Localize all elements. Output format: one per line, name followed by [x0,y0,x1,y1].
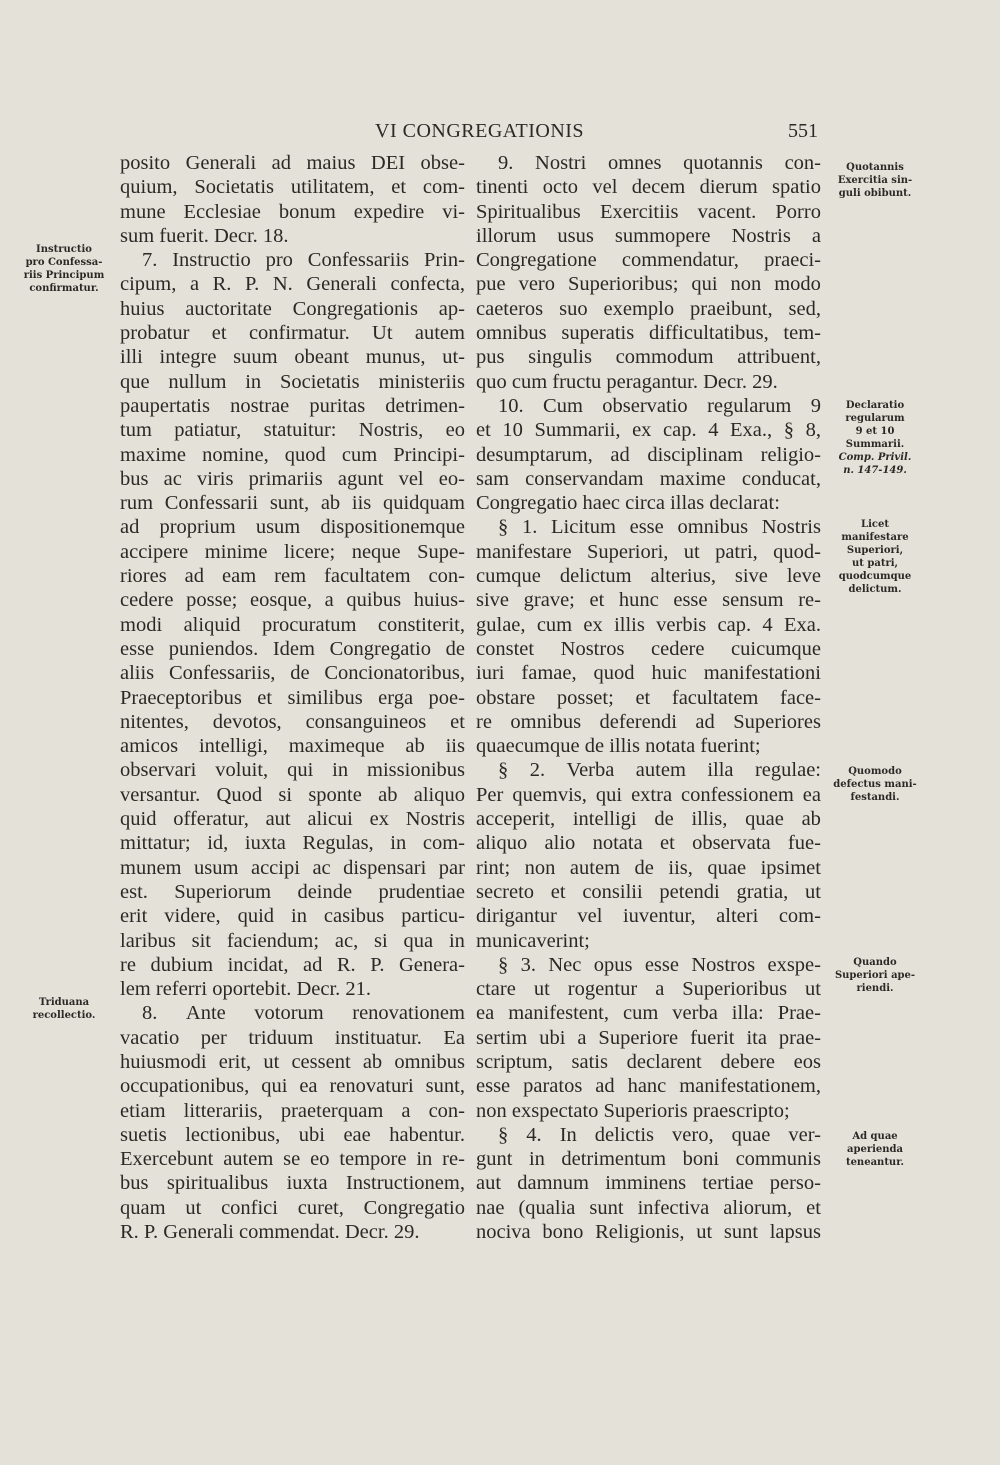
text-line: Praeceptoribus et similibus erga poe- [120,686,465,709]
margin-note-line: guli obibunt. [838,188,912,199]
text-line: ea manifestent, cum verba illa: Prae- [476,1002,821,1025]
margin-note-line: Superiori ape- [834,970,916,981]
text-line: acceperit, intelligi de illis, quae ab [476,808,821,831]
text-line: re omnibus deferendi ad Superiores [476,710,821,733]
text-line: que nullum in Societatis ministeriis [120,370,465,393]
text-line: tinenti octo vel decem dierum spatio [476,176,821,199]
margin-note-quomodo [820,765,930,804]
text-line: obstare posset; et facultatem face- [476,686,821,709]
text-line: § 2. Verba autem illa regulae: [498,759,821,782]
margin-note-line: Licet [861,519,889,530]
text-line: illorum usus summopere Nostris a [476,224,821,247]
text-line: quium, Societatis utilitatem, et com- [120,176,465,199]
text-line: suetis lectionibus, ubi eae habentur. [120,1123,465,1146]
text-line: etiam litterariis, praeterquam a con- [120,1099,465,1122]
margin-note-line: Quotannis [846,162,904,173]
margin-note-line: Triduana [38,997,90,1008]
left-column [120,151,465,1244]
margin-note-line: teneantur. [845,1157,905,1168]
text-line: esse puniendos. Idem Congregatio de [120,637,465,660]
text-line: constet Nostros cedere cuicumque [476,637,821,660]
text-line: riores ad eam rem facultatem con- [120,565,465,588]
text-line: dirigantur vel iuventur, alteri com- [476,905,821,928]
text-line: tum patiatur, statuitur: Nostris, eo [120,419,465,442]
text-line: posito Generali ad maius DEI obse- [120,152,465,174]
text-line: sam conservandam maxime conducat, [476,467,821,490]
text-line: maxime nomine, quod cum Principi- [120,443,465,466]
text-line: huiusmodi erit, ut cessent ab omnibus [120,1050,465,1073]
margin-note-line: Superiori, [846,545,904,556]
margin-note-line: 9 et 10 [855,426,895,437]
text-line: scriptum, satis declarent debere eos [476,1050,821,1073]
text-line: munem usum accipi ac dispensari par [120,856,465,879]
text-line: municaverint; [476,929,590,952]
margin-note-line: ut patri, [851,558,898,569]
margin-note-line: Quando [853,957,897,968]
text-line: ctare ut rogentur a Superioribus ut [476,978,821,1001]
text-line: huius auctoritate Congregationis ap- [120,297,465,320]
margin-note-line: regularum [845,413,905,424]
text-line: sertim ubi a Superiore fuerit ita prae- [476,1026,821,1049]
text-line: desumptarum, ad disciplinam religio- [476,443,821,466]
text-line: iuri famae, quod huic manifestationi [476,662,821,685]
margin-note-line: Quomodo [848,766,902,777]
margin-note-line: festandi. [850,792,900,803]
text-line: 10. Cum observatio regularum 9 [498,394,821,417]
text-line: 9. Nostri omnes quotannis con- [498,152,821,174]
text-line: nae (qualia sunt infectiva aliorum, et [476,1196,821,1219]
text-line: gunt in detrimentum boni communis [476,1148,821,1171]
text-line: nociva bono Religionis, ut sunt lapsus [476,1221,821,1244]
margin-note-line: n. 147-149. [843,465,907,476]
text-line: sive grave; et hunc esse sensum re- [476,589,821,612]
page-number: 551 [788,120,818,142]
text-line: modi aliquid procuratum constiterit, [120,613,465,636]
margin-note-line: Declaratio [845,400,905,411]
text-line: § 4. In delictis vero, quae ver- [498,1123,821,1146]
margin-note-ad-quae [820,1130,930,1169]
text-line: aut damnum imminens tertiae perso- [476,1172,821,1195]
margin-note-line: riis Principum [23,270,105,281]
text-line: occupationibus, qui ea renovaturi sunt, [120,1075,465,1098]
margin-note-line: riendi. [856,983,894,994]
margin-note-line: Comp. Privil. [838,452,912,463]
text-line: manifestare Superiori, ut patri, quod- [476,540,821,563]
text-line: non exspectato Superioris praescripto; [476,1099,790,1122]
text-line: lem referri oportebit. Decr. 21. [120,978,372,1001]
text-line: sum fuerit. Decr. 18. [120,224,289,247]
text-line: Congregatio haec circa illas declarat: [476,492,780,515]
text-line: quam ut confici curet, Congregatio [120,1196,465,1219]
text-line: paupertatis nostrae puritas detrimen- [120,394,465,417]
text-line: mune Ecclesiae bonum expedire vi- [120,200,465,223]
text-line: amicos intelligi, maximeque ab iis [120,735,465,758]
text-line: Spiritualibus Exercitiis vacent. Porro [476,200,821,223]
text-line: cedere posse; eosque, a quibus huius- [120,589,465,612]
running-head: VI CONGREGATIONIS [375,120,585,142]
text-line: rum Confessarii sunt, ab iis quidquam [120,492,465,515]
text-line: Exercebunt autem se eo tempore in re- [120,1148,465,1171]
margin-note-line: manifestare [841,532,909,543]
margin-note-line: pro Confessa- [25,257,103,268]
text-line: vacatio per triduum instituatur. Ea [120,1026,465,1049]
text-line: quo cum fructu peragantur. Decr. 29. [476,370,778,393]
text-line: probatur et confirmatur. Ut autem [120,322,465,345]
margin-note-line: quodcumque [838,571,912,582]
text-line: re dubium incidat, ad R. P. Genera- [120,953,465,976]
text-line: § 1. Licitum esse omnibus Nostris [498,516,821,539]
text-line: laribus sit faciendum; ac, si qua in [120,929,465,952]
text-line: cipum, a R. P. N. Generali confecta, [120,273,465,296]
margin-note-line: aperienda [846,1144,903,1155]
text-line: Congregatione commendatur, praeci- [476,249,821,272]
text-line: erit videre, quid in casibus particu- [120,905,465,928]
text-line: § 3. Nec opus esse Nostros exspe- [498,953,821,976]
margin-note-instructio [18,243,110,295]
text-line: mittatur; id, iuxta Regulas, in com- [120,832,465,855]
text-line: bus spiritualibus iuxta Instructionem, [120,1172,465,1195]
text-line: observari voluit, qui in missionibus [120,759,465,782]
text-line: R. P. Generali commendat. Decr. 29. [120,1221,420,1244]
text-line: quid offeratur, aut alicui ex Nostris [120,808,465,831]
margin-note-quando [820,956,930,995]
text-line: 8. Ante votorum renovationem [142,1002,465,1025]
text-line: cumque delictum alterius, sive leve [476,565,821,588]
margin-note-line: Ad quae [852,1131,898,1142]
text-line: aliquo alio notata et observata fue- [476,832,821,855]
margin-note-line: Instructio [36,244,92,255]
margin-note-line: Exercitia sin- [837,175,913,186]
text-line: aliis Confessariis, de Concionatoribus, [120,662,465,685]
text-line: versantur. Quod si sponte ab aliquo [120,783,465,806]
text-line: gulae, cum ex illis verbis cap. 4 Exa. [476,613,821,636]
text-line: 7. Instructio pro Confessariis Prin- [142,249,465,272]
text-line: accipere minime licere; neque Supe- [120,540,465,563]
text-line: pue vero Superioribus; qui non modo [476,273,821,296]
text-line: nitentes, devotos, consanguineos et [120,710,465,733]
margin-note-line: recollectio. [32,1010,96,1021]
text-line: Per quemvis, qui extra confessionem ea [476,783,821,806]
margin-note-quotannis [820,161,930,200]
text-line: rint; non autem de iis, quae ipsimet [476,856,821,879]
margin-note-line: confirmatur. [29,283,99,294]
margin-note-triduana [18,996,110,1022]
text-line: illi integre suum obeant munus, ut- [120,346,465,369]
text-line: ad proprium usum dispositionemque [120,516,465,539]
text-line: secreto et consilii petendi gratia, ut [476,880,821,903]
text-line: omnibus superatis difficultatibus, tem- [476,322,821,345]
margin-note-line: defectus mani- [833,779,917,790]
right-column [476,151,821,1244]
margin-note-declaratio [820,399,930,477]
text-line: et 10 Summarii, ex cap. 4 Exa., § 8, [476,419,821,442]
text-line: quaecumque de illis notata fuerint; [476,735,761,758]
margin-note-line: Summarii. [845,439,905,450]
text-line: bus ac viris primariis agunt vel eo- [120,467,465,490]
margin-note-licet [820,518,930,596]
text-line: caeteros suo exemplo praeibunt, sed, [476,297,821,320]
text-line: est. Superiorum deinde prudentiae [120,880,465,903]
text-line: esse paratos ad hanc manifestationem, [476,1075,821,1098]
text-line: pus singulis commodum attribuent, [476,346,821,369]
margin-note-line: delictum. [848,584,902,595]
